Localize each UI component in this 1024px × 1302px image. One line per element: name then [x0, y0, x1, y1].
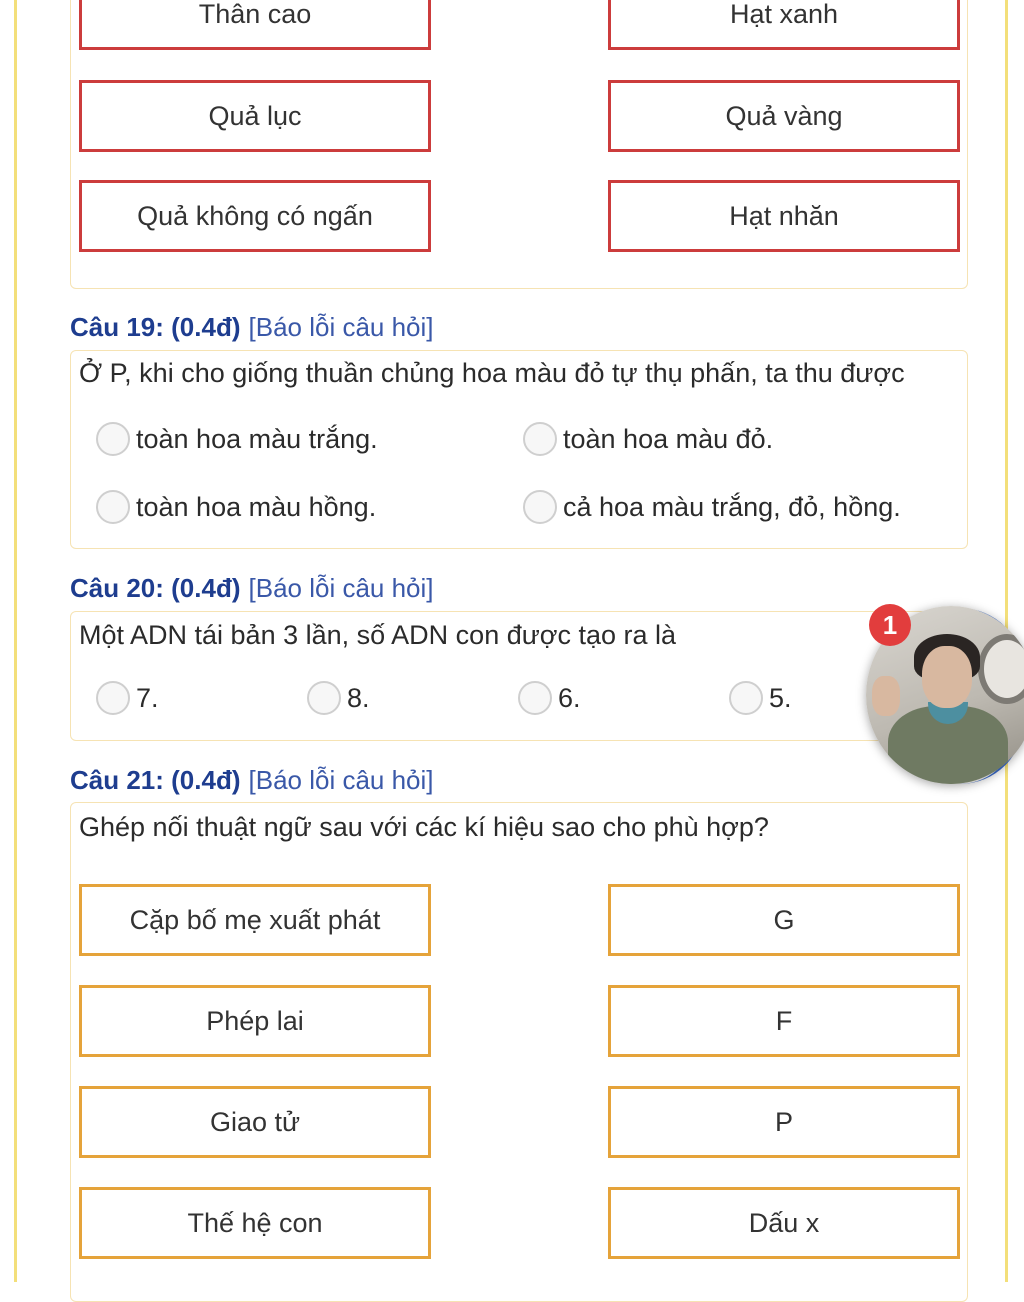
radio-button[interactable]	[96, 681, 130, 715]
q21-header	[70, 765, 434, 796]
answer-option[interactable]	[96, 490, 376, 524]
option-label: toàn hoa màu đỏ.	[563, 423, 774, 454]
answer-option[interactable]	[518, 681, 581, 715]
q19-header	[70, 312, 434, 343]
answer-option[interactable]	[523, 490, 901, 524]
q21-term-3[interactable]: Giao tử	[79, 1086, 431, 1158]
radio-button[interactable]	[523, 422, 557, 456]
answer-option[interactable]	[96, 422, 378, 456]
option-label: 6.	[558, 682, 581, 713]
option-label: 5.	[769, 682, 792, 713]
q18-match-3[interactable]: Hạt nhăn	[608, 180, 960, 252]
q18-term-2[interactable]: Quả lục	[79, 80, 431, 152]
question-number: Câu 20: (0.4đ)	[70, 573, 241, 603]
question-number: Câu 19: (0.4đ)	[70, 312, 241, 342]
background-eye-decor	[978, 634, 1024, 704]
answer-option[interactable]	[307, 681, 370, 715]
answer-option[interactable]	[96, 681, 159, 715]
q18-match-1[interactable]: Hạt xanh	[608, 0, 960, 50]
page-border-left	[14, 0, 17, 1282]
avatar-face	[922, 646, 972, 708]
answer-option[interactable]	[523, 422, 773, 456]
question-text: Một ADN tái bản 3 lần, số ADN con được tạo ra là	[79, 620, 677, 650]
report-error-link[interactable]: [Báo lỗi câu hỏi]	[248, 765, 434, 795]
q18-term-1[interactable]: Thân cao	[79, 0, 431, 50]
question-text: Ở P, khi cho giống thuần chủng hoa màu đỏ tự thụ phấn, ta thu được	[79, 358, 905, 388]
option-label: toàn hoa màu trắng.	[136, 423, 378, 454]
q18-term-3[interactable]: Quả không có ngấn	[79, 180, 431, 252]
q21-match-3[interactable]: P	[608, 1086, 960, 1158]
q21-term-4[interactable]: Thế hệ con	[79, 1187, 431, 1259]
avatar-hand	[872, 676, 900, 716]
radio-button[interactable]	[307, 681, 341, 715]
q18-match-2[interactable]: Quả vàng	[608, 80, 960, 152]
radio-button[interactable]	[523, 490, 557, 524]
q21-match-4[interactable]: Dấu x	[608, 1187, 960, 1259]
radio-button[interactable]	[96, 490, 130, 524]
radio-button[interactable]	[96, 422, 130, 456]
q21-match-1[interactable]: G	[608, 884, 960, 956]
option-label: 7.	[136, 682, 159, 713]
q21-term-1[interactable]: Cặp bố mẹ xuất phát	[79, 884, 431, 956]
q21-term-2[interactable]: Phép lai	[79, 985, 431, 1057]
report-error-link[interactable]: [Báo lỗi câu hỏi]	[248, 312, 434, 342]
radio-button[interactable]	[729, 681, 763, 715]
radio-button[interactable]	[518, 681, 552, 715]
question-text: Ghép nối thuật ngữ sau với các kí hiệu sao cho phù hợp?	[79, 812, 769, 842]
option-label: toàn hoa màu hồng.	[136, 491, 377, 522]
option-label: 8.	[347, 682, 370, 713]
question-number: Câu 21: (0.4đ)	[70, 765, 241, 795]
q21-match-2[interactable]: F	[608, 985, 960, 1057]
notification-badge: 1	[869, 604, 911, 646]
option-label: cả hoa màu trắng, đỏ, hồng.	[563, 491, 901, 522]
q20-header	[70, 573, 434, 604]
report-error-link[interactable]: [Báo lỗi câu hỏi]	[248, 573, 434, 603]
answer-option[interactable]	[729, 681, 792, 715]
